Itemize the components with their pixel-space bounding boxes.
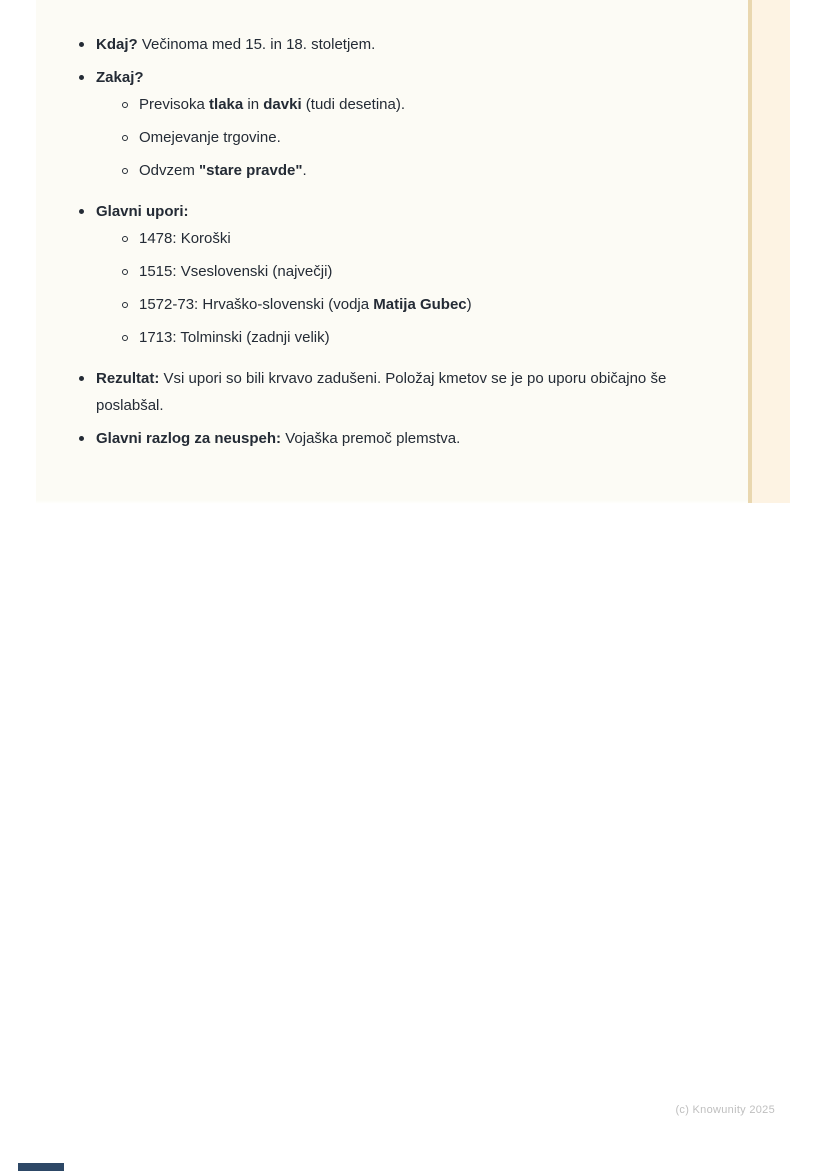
list-item (122, 157, 678, 184)
bullet-circle-icon (122, 157, 139, 174)
list-item-text: 1515: Vseslovenski (največji) (139, 263, 333, 280)
bullet-disc-icon (79, 64, 96, 80)
list-item (122, 124, 678, 151)
list-item-text: 1713: Tolminski (zadnji velik) (139, 329, 330, 346)
note-card (36, 0, 748, 500)
list-item (122, 258, 678, 285)
list-item (122, 291, 678, 318)
list-item-text: Glavni razlog za neuspeh: Vojaška premoč plemstva. (96, 430, 461, 447)
bullet-disc-icon (79, 198, 96, 214)
bullet-circle-icon (122, 291, 139, 308)
list-item-text: Rezultat: Vsi upori so bili krvavo zadušeni. Položaj kmetov se je po uporu običajno še poslabšal. (96, 370, 667, 414)
copyright-footer: (c) Knowunity 2025 (675, 1104, 775, 1116)
bullet-disc-icon (79, 31, 96, 47)
sub-bullet-list (122, 225, 678, 351)
list-item (79, 198, 678, 359)
list-item-text: Previsoka tlaka in davki (tudi desetina). (139, 96, 405, 113)
bullet-circle-icon (122, 324, 139, 341)
list-item-text: Odvzem "stare pravde". (139, 162, 307, 179)
sub-bullet-list (122, 91, 678, 184)
list-item (79, 64, 678, 192)
list-item (122, 91, 678, 118)
bullet-circle-icon (122, 91, 139, 108)
note-list (36, 0, 748, 458)
bullet-list (79, 31, 678, 452)
list-item (122, 324, 678, 351)
list-item-text: Kdaj? Večinoma med 15. in 18. stoletjem. (96, 36, 376, 53)
bullet-disc-icon (79, 425, 96, 441)
list-item-text: Zakaj? (96, 69, 144, 86)
list-item-text: Omejevanje trgovine. (139, 129, 281, 146)
list-item (79, 365, 678, 419)
card-accent-strip (752, 0, 790, 503)
bullet-circle-icon (122, 258, 139, 275)
bullet-circle-icon (122, 225, 139, 242)
list-item-text: 1572-73: Hrvaško-slovenski (vodja Matija Gubec) (139, 296, 472, 313)
bullet-circle-icon (122, 124, 139, 141)
list-item (79, 31, 678, 58)
list-item (122, 225, 678, 252)
list-item-text: Glavni upori: (96, 203, 189, 220)
bullet-disc-icon (79, 365, 96, 381)
list-item (79, 425, 678, 452)
next-page-accent-bar (18, 1163, 64, 1171)
list-item-text: 1478: Koroški (139, 230, 231, 247)
